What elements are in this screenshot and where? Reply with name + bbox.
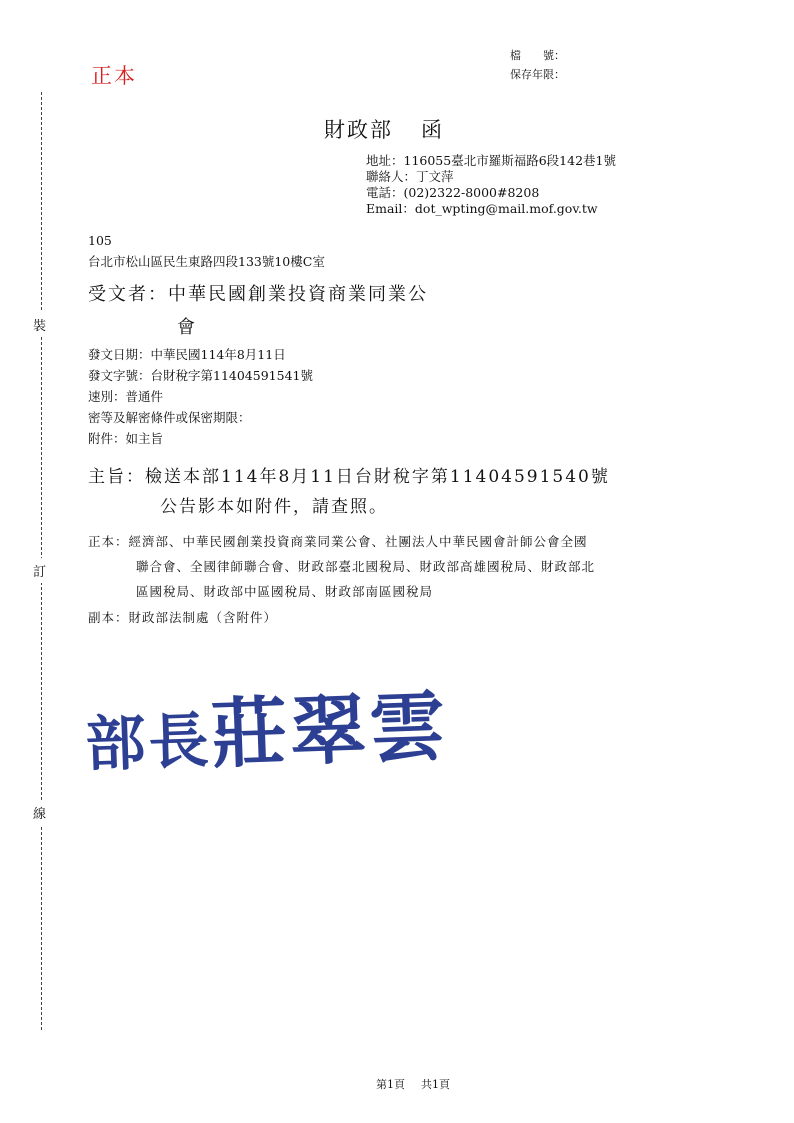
distribution-original-line-1: 正本：經濟部、中華民國創業投資商業同業公會、社團法人中華民國會計師公會全國 — [88, 534, 588, 549]
distribution-copy: 副本：財政部法制處（含附件） — [88, 610, 278, 625]
page-total: 共1頁 — [421, 1078, 450, 1091]
sender-contact: 聯絡人：丁文萍 — [366, 169, 454, 184]
sender-phone: 電話：(02)2322-8000#8208 — [366, 185, 540, 200]
binding-char-ding: 訂 — [33, 558, 46, 583]
secrecy-level: 密等及解密條件或保密期限： — [88, 410, 251, 425]
subject-line-1: 主旨：檢送本部114年8月11日台財稅字第11404591540號 — [88, 467, 610, 487]
title-doc-type: 函 — [421, 118, 444, 142]
binding-char-zhuang: 裝 — [33, 312, 46, 337]
copy-mark-stamp: 正本 — [91, 64, 137, 88]
issue-date: 發文日期：中華民國114年8月11日 — [88, 347, 286, 362]
recipient-postal-code: 105 — [88, 233, 112, 248]
delivery-speed: 速別：普通件 — [88, 389, 164, 404]
issue-doc-number: 發文字號：台財稅字第11404591541號 — [88, 368, 313, 383]
distribution-original-line-2: 聯合會、全國律師聯合會、財政部臺北國稅局、財政部高雄國稅局、財政部北 — [136, 559, 596, 574]
distribution-original-line-3: 區國稅局、財政部中區國稅局、財政部南區國稅局 — [136, 584, 434, 599]
seal-name: 莊翠雲 — [209, 681, 450, 779]
sender-info — [366, 153, 616, 217]
meta-block — [88, 344, 313, 449]
attachment-note: 附件：如主旨 — [88, 431, 164, 446]
page-footer — [376, 1076, 450, 1092]
file-number-label: 檔 號： — [510, 49, 565, 62]
page-number: 第1頁 — [376, 1078, 405, 1091]
sender-email: Email：dot_wpting@mail.mof.gov.tw — [366, 201, 598, 216]
subject-line-2: 公告影本如附件，請查照。 — [160, 497, 388, 517]
document-title — [324, 114, 444, 144]
recipient-street-address: 台北市松山區民生東路四段133號10樓C室 — [88, 254, 325, 269]
minister-signature-seal — [83, 666, 450, 788]
binding-char-xian: 線 — [33, 800, 46, 825]
sender-address: 地址：116055臺北市羅斯福路6段142巷1號 — [366, 153, 616, 168]
title-agency: 財政部 — [324, 118, 393, 142]
retention-period-label: 保存年限： — [510, 68, 565, 81]
seal-title: 部長 — [84, 705, 213, 781]
recipient-line-2: 會 — [177, 317, 197, 338]
recipient-line-1: 受文者：中華民國創業投資商業同業公 — [88, 284, 428, 305]
